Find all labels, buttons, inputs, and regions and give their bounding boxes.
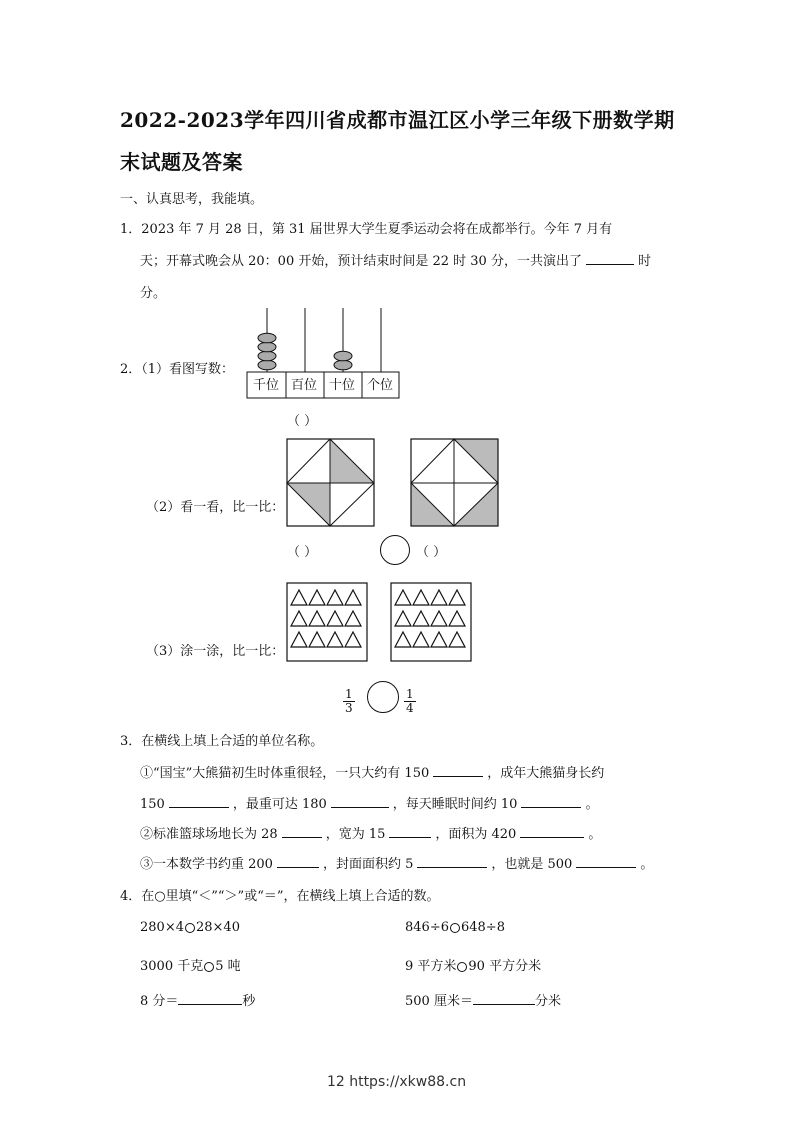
- q3-p1-line1: [140, 762, 604, 781]
- triangle[interactable]: [413, 632, 429, 647]
- q1-line2-unit: 时: [637, 254, 651, 269]
- abacus-label-hundreds: 百位: [290, 378, 317, 393]
- q2-1-answer-paren[interactable]: （ ）: [287, 414, 318, 429]
- triangle[interactable]: [345, 632, 361, 647]
- q1-line3: 分。: [140, 286, 167, 301]
- triangle[interactable]: [291, 590, 307, 605]
- q3-p2: [140, 823, 601, 842]
- q3-p1-text-f: 。: [585, 797, 599, 812]
- q3-blank-2[interactable]: [169, 795, 229, 808]
- section-heading: 一、认真思考，我能填。: [120, 192, 264, 207]
- q3-p1-text-e: ，每天睡眠时间约 10: [392, 797, 518, 812]
- triangle[interactable]: [431, 590, 447, 605]
- q3-p1-text-b: ，成年大熊猫身长约: [487, 766, 605, 781]
- abacus-bead: [334, 351, 352, 361]
- triangle[interactable]: [327, 590, 343, 605]
- fraction-one-third: [343, 683, 355, 715]
- abacus-bead: [258, 333, 276, 343]
- abacus-bead: [258, 342, 276, 352]
- op-circle-3[interactable]: [204, 962, 214, 972]
- q1-line2-text: 天；开幕式晚会从 20：00 开始，预计结束时间是 22 时 30 分，一共演出了: [140, 254, 582, 269]
- q3-blank-1[interactable]: [433, 764, 483, 777]
- triangle-grid-left: [291, 590, 361, 647]
- q2-3-label: （3）涂一涂，比一比：: [146, 644, 285, 659]
- abacus-bead: [258, 351, 276, 361]
- q4-r2-left: [140, 955, 241, 974]
- triangle[interactable]: [449, 632, 465, 647]
- triangle[interactable]: [309, 632, 325, 647]
- q4-r1-left: [140, 920, 240, 935]
- q4-r3-left: [140, 990, 255, 1009]
- triangle[interactable]: [449, 611, 465, 626]
- abacus-bead: [334, 360, 352, 370]
- fraction-right-numerator: 1: [406, 687, 414, 701]
- q2-2-paren-right[interactable]: （ ）: [416, 545, 447, 560]
- q3-p2-text-b: ，宽为 15: [325, 827, 386, 842]
- q3-header: 3．在横线上填上合适的单位名称。: [120, 734, 324, 749]
- triangle[interactable]: [395, 632, 411, 647]
- triangle[interactable]: [431, 632, 447, 647]
- abacus-bead: [258, 360, 276, 370]
- q3-p3-text-a: ③一本数学书约重 200: [140, 857, 273, 872]
- q1-line1: 1．2023 年 7 月 28 日，第 31 届世界大学生夏季运动会将在成都举行。今年 7 月有: [120, 222, 613, 237]
- q3-p3: [140, 853, 653, 872]
- q4-r1-right-b: 648÷8: [460, 920, 505, 935]
- triangle[interactable]: [431, 611, 447, 626]
- q4-blank-2[interactable]: [473, 992, 535, 1005]
- page-title-line2: 末试题及答案: [120, 150, 243, 174]
- q3-p2-text-a: ②标准篮球场地长为 28: [140, 827, 278, 842]
- q3-p1-line2: [140, 793, 598, 812]
- page-footer: 12 https://xkw88.cn: [326, 1074, 467, 1090]
- op-circle-2[interactable]: [450, 923, 460, 933]
- fraction-right-denominator: 4: [406, 701, 414, 715]
- fraction-compare-circle[interactable]: [367, 681, 399, 713]
- q3-blank-9[interactable]: [417, 855, 487, 868]
- q3-blank-6[interactable]: [389, 825, 431, 838]
- op-circle-1[interactable]: [185, 923, 195, 933]
- q4-header: 4．在○里填“＜”“＞”或“＝”，在横线上填上合适的数。: [120, 889, 440, 904]
- q2-1-label: 2．（1）看图写数：: [120, 362, 235, 377]
- q3-blank-4[interactable]: [521, 795, 581, 808]
- triangle[interactable]: [291, 632, 307, 647]
- q4-blank-1[interactable]: [178, 992, 242, 1005]
- q4-r2-left-b: 5 吨: [215, 959, 241, 974]
- q3-blank-3[interactable]: [331, 795, 389, 808]
- q1-answer-blank[interactable]: [586, 252, 634, 265]
- q3-blank-8[interactable]: [277, 855, 319, 868]
- triangle-grid-right: [395, 590, 465, 647]
- abacus-label-thousands: 千位: [252, 378, 279, 393]
- triangle-box-left: [286, 582, 368, 662]
- q4-r2-left-a: 3000 千克: [140, 959, 204, 974]
- abacus-place-labels: [247, 374, 399, 393]
- q4-r3-left-b: 秒: [242, 994, 256, 1009]
- q3-p1-text-d: ，最重可达 180: [232, 797, 327, 812]
- q4-r2-right-b: 90 平方分米: [468, 959, 542, 974]
- triangle-box-right: [390, 582, 472, 662]
- op-circle-4[interactable]: [457, 962, 467, 972]
- square-figure-right: [410, 438, 500, 528]
- q4-r2-right-a: 9 平方米: [405, 959, 457, 974]
- abacus-rods: [267, 308, 381, 372]
- triangle[interactable]: [413, 590, 429, 605]
- q4-r2-right: [405, 955, 541, 974]
- q4-r3-right: [405, 990, 561, 1009]
- q3-blank-7[interactable]: [520, 825, 584, 838]
- fraction-left-numerator: 1: [345, 687, 353, 701]
- q3-p3-text-b: ，封面面积约 5: [322, 857, 414, 872]
- fraction-left-denominator: 3: [345, 701, 353, 715]
- fraction-one-quarter: [404, 683, 416, 715]
- q3-p3-text-c: ，也就是 500: [491, 857, 573, 872]
- q4-r1-right: [405, 920, 505, 935]
- q3-blank-10[interactable]: [576, 855, 636, 868]
- page-title-line1: 2022-2023学年四川省成都市温江区小学三年级下册数学期: [120, 108, 675, 132]
- q3-p1-text-c: 150: [140, 797, 165, 812]
- q3-p2-text-c: ，面积为 420: [435, 827, 517, 842]
- q3-p1-text-a: ①“国宝”大熊猫初生时体重很轻，一只大约有 150: [140, 766, 430, 781]
- triangle[interactable]: [309, 611, 325, 626]
- triangle[interactable]: [395, 611, 411, 626]
- q4-r3-right-a: 500 厘米＝: [405, 994, 473, 1009]
- triangle[interactable]: [291, 611, 307, 626]
- abacus-label-ones: 个位: [366, 378, 393, 393]
- square-figure-left: [286, 438, 376, 528]
- q4-r1-left-a: 280×4: [140, 920, 184, 935]
- q4-r3-right-b: 分米: [534, 994, 561, 1009]
- q3-blank-5[interactable]: [282, 825, 322, 838]
- triangle[interactable]: [309, 590, 325, 605]
- q3-p2-text-d: 。: [588, 827, 602, 842]
- triangle[interactable]: [327, 611, 343, 626]
- q2-2-paren-left[interactable]: （ ）: [287, 545, 318, 560]
- q4-r3-left-a: 8 分＝: [140, 994, 179, 1009]
- triangle[interactable]: [327, 632, 343, 647]
- triangle[interactable]: [345, 590, 361, 605]
- compare-circle[interactable]: [380, 535, 410, 565]
- q3-p3-text-d: 。: [640, 857, 654, 872]
- triangle[interactable]: [345, 611, 361, 626]
- q4-r1-right-a: 846÷6: [405, 920, 449, 935]
- triangle[interactable]: [395, 590, 411, 605]
- triangle[interactable]: [449, 590, 465, 605]
- triangle[interactable]: [413, 611, 429, 626]
- q2-2-label: （2）看一看，比一比：: [146, 500, 285, 515]
- q1-line2: [140, 250, 651, 269]
- q4-r1-left-b: 28×40: [195, 920, 240, 935]
- abacus-label-tens: 十位: [328, 378, 355, 393]
